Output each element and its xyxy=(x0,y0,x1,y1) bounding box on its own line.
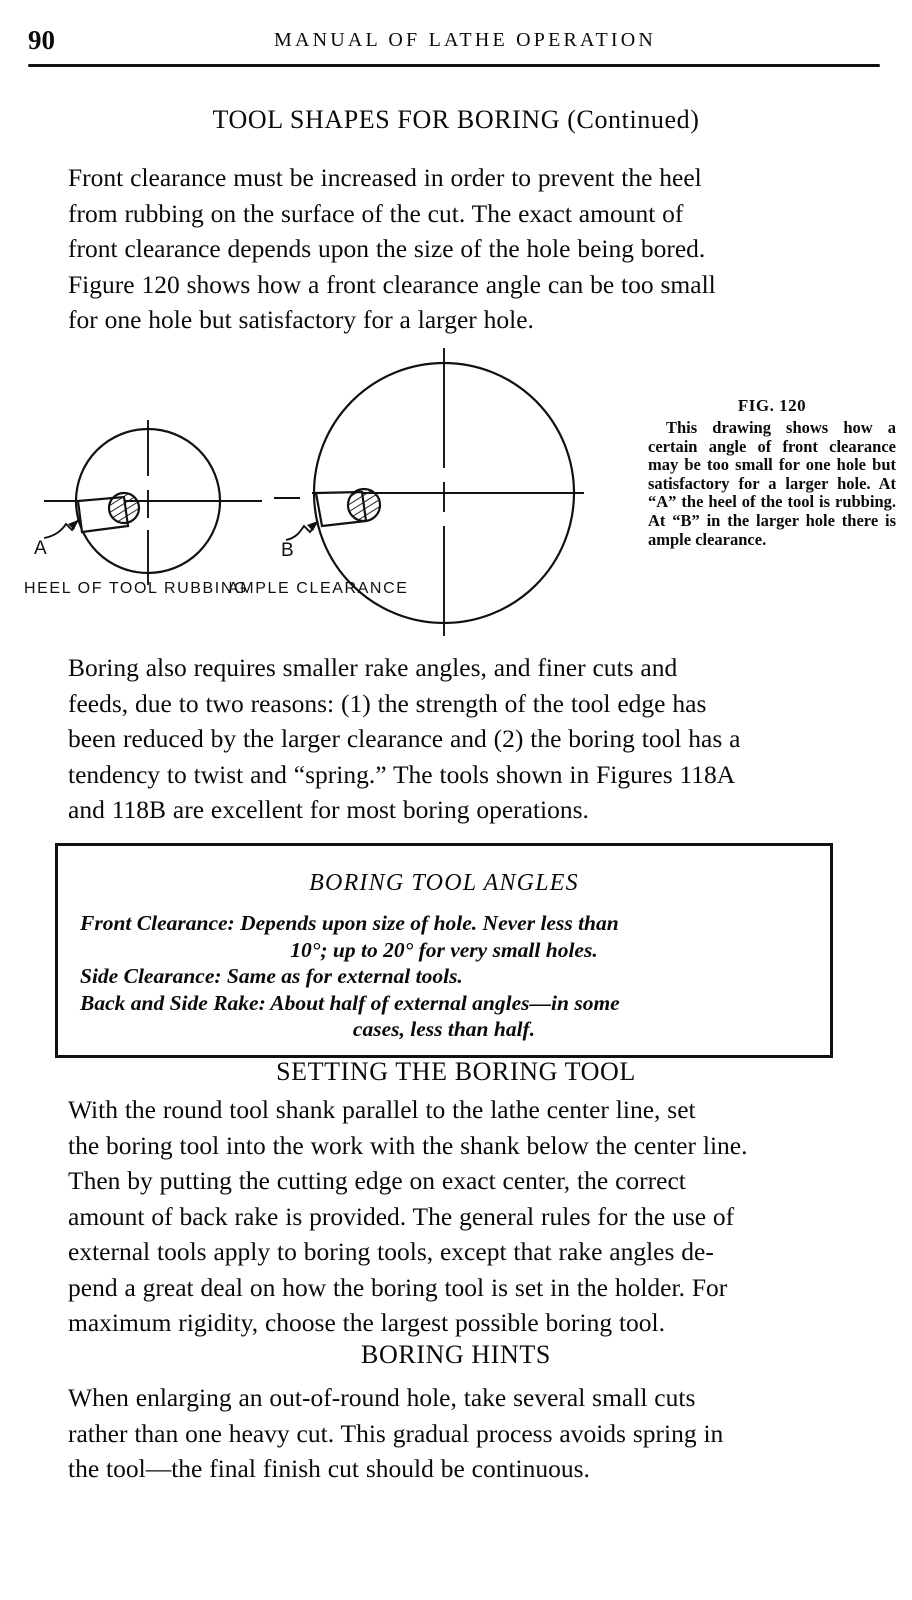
annotation-letter-a: A xyxy=(34,538,47,559)
header-rule xyxy=(28,64,880,67)
paragraph-line: Boring also requires smaller rake angles, and finer cuts and xyxy=(68,653,678,682)
label-heel-of-tool-rubbing: HEEL OF TOOL RUBBING xyxy=(24,580,249,597)
paragraph-line: When enlarging an out-of-round hole, take several small cuts xyxy=(68,1383,696,1412)
label-ample-clearance: AMPLE CLEARANCE xyxy=(228,580,409,597)
paragraph-line: the tool—the final finish cut should be continuous. xyxy=(68,1454,590,1483)
paragraph-line: Then by putting the cutting edge on exact center, the correct xyxy=(68,1166,686,1195)
figure-caption-text: This drawing shows how a certain angle of front clearance may be too small for one hole but satisfactory for a larger hole. At “A” the heel of the tool is rubbing. At “B” in the larger hole there is ample clearance. xyxy=(648,418,896,549)
paragraph-line: maximum rigidity, choose the largest possible boring tool. xyxy=(68,1308,666,1337)
tool-shank-section-small xyxy=(109,493,139,523)
paragraph-line: Front clearance must be increased in order to prevent the heel xyxy=(68,163,702,192)
paragraph-rake-angles xyxy=(28,650,884,828)
running-title: MANUAL OF LATHE OPERATION xyxy=(273,29,657,51)
paragraph-line: Figure 120 shows how a front clearance angle can be too small xyxy=(68,269,716,299)
paragraph-setting-tool xyxy=(28,1092,884,1341)
paragraph-line: from rubbing on the surface of the cut. The exact amount of xyxy=(68,198,684,228)
angles-row-front-clearance-cont: 10°; up to 20° for very small holes. xyxy=(290,937,598,962)
angles-row-back-side-rake: Back and Side Rake: About half of external angles—in some xyxy=(80,990,620,1015)
angles-box-title: BORING TOOL ANGLES xyxy=(309,870,579,896)
paragraph-line: external tools apply to boring tools, except that rake angles de- xyxy=(68,1237,714,1266)
annotation-letter-b: B xyxy=(281,540,294,561)
paragraph-front-clearance xyxy=(28,160,884,338)
figure-number: FIG. 120 xyxy=(737,396,807,415)
paragraph-line: tendency to twist and “spring.” The tools shown in Figures 118A xyxy=(68,759,736,789)
section-title-setting: SETTING THE BORING TOOL xyxy=(276,1057,636,1086)
page-title: TOOL SHAPES FOR BORING (Continued) xyxy=(212,105,700,134)
paragraph-line: been reduced by the larger clearance and (2) the boring tool has a xyxy=(68,724,741,753)
paragraph-line: With the round tool shank parallel to the lathe center line, set xyxy=(68,1095,696,1124)
paragraph-line: amount of back rake is provided. The general rules for the use of xyxy=(68,1201,735,1231)
paragraph-boring-hints xyxy=(28,1380,884,1487)
angles-row-front-clearance: Front Clearance: Depends upon size of hole. Never less than xyxy=(80,911,619,935)
paragraph-line: rather than one heavy cut. This gradual process avoids spring in xyxy=(68,1418,724,1448)
boring-tool-large-hole xyxy=(316,489,380,526)
angles-row-back-side-rake-cont: cases, less than half. xyxy=(352,1017,536,1041)
boring-tool-small-hole xyxy=(78,493,139,532)
section-title-hints: BORING HINTS xyxy=(361,1340,551,1369)
paragraph-line: feeds, due to two reasons: (1) the strength of the tool edge has xyxy=(68,688,707,718)
paragraph-line: and 118B are excellent for most boring operations. xyxy=(68,795,589,824)
tool-shank-section-large xyxy=(348,489,380,521)
page-number: 90 xyxy=(28,25,55,55)
boring-tool-angles-box xyxy=(55,843,833,1058)
running-header xyxy=(0,24,912,60)
paragraph-line: front clearance depends upon the size of the hole being bored. xyxy=(68,234,706,263)
paragraph-line: the boring tool into the work with the shank below the center line. xyxy=(68,1130,748,1160)
paragraph-line: pend a great deal on how the boring tool is set in the holder. For xyxy=(68,1272,728,1302)
paragraph-line: for one hole but satisfactory for a larger hole. xyxy=(68,305,534,334)
angles-row-side-clearance: Side Clearance: Same as for external tools. xyxy=(80,964,463,988)
figure-caption xyxy=(648,395,896,549)
